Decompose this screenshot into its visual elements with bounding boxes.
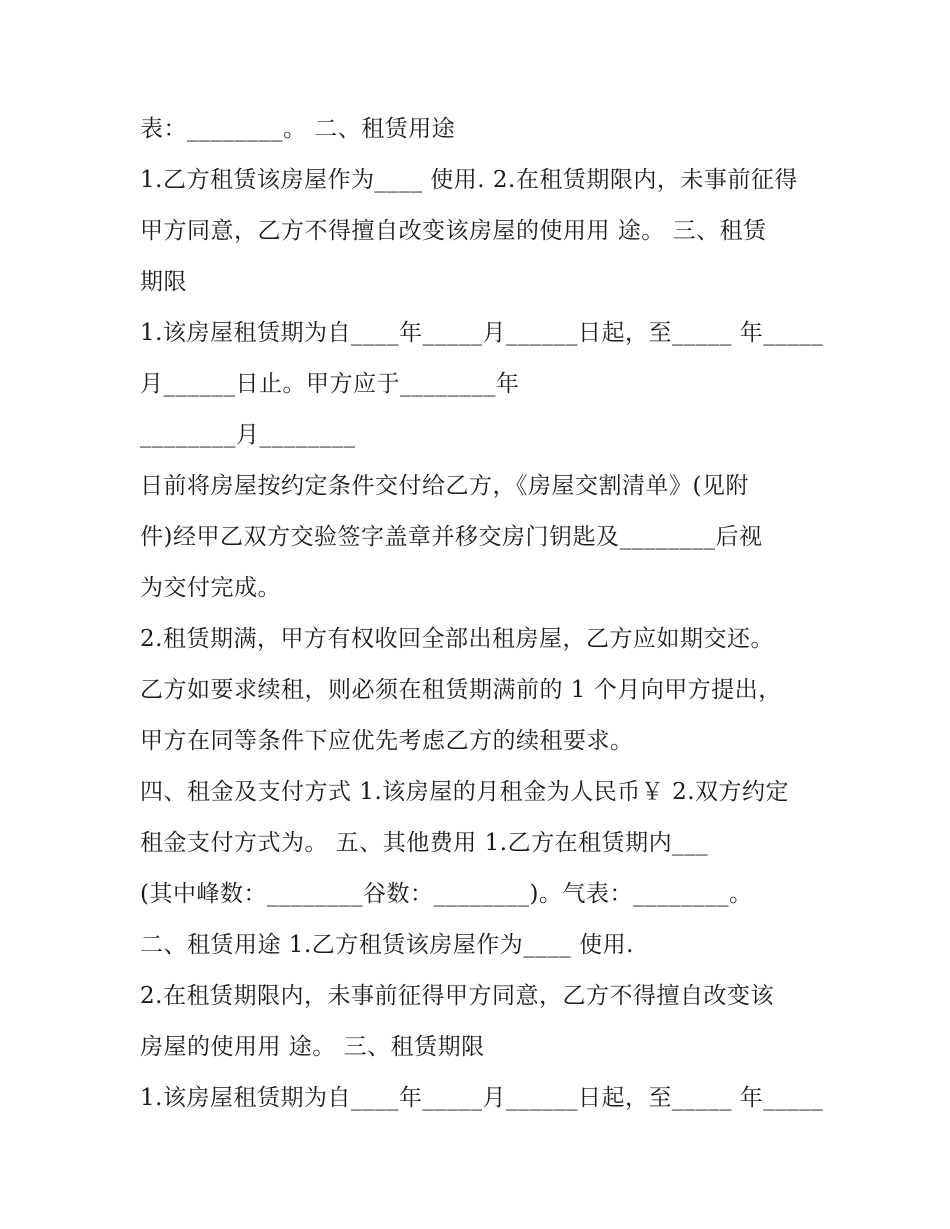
document-line: 2.在租赁期限内，未事前征得甲方同意，乙方不得擅自改变该 <box>140 983 774 1009</box>
document-line: 二、租赁用途 1.乙方租赁该房屋作为____ 使用. <box>140 932 634 958</box>
document-line: 表：________。 二、租赁用途 <box>140 116 456 142</box>
document-line: 1.该房屋租赁期为自____年_____月______日起，至_____ 年_____ <box>140 320 824 346</box>
document-line: 房屋的使用用 途。 三、租赁期限 <box>140 1034 485 1060</box>
document-line: 四、租金及支付方式 1.该房屋的月租金为人民币￥ 2.双方约定 <box>140 779 790 805</box>
document-line: 件)经甲乙双方交验签字盖章并移交房门钥匙及________后视 <box>140 524 763 550</box>
document-line: 为交付完成。 <box>140 575 281 601</box>
document-line: 乙方如要求续租，则必须在租赁期满前的 1 个月向甲方提出， <box>140 677 782 703</box>
document-line: 1.乙方租赁该房屋作为____ 使用. 2.在租赁期限内，未事前征得 <box>140 167 798 193</box>
document-line: 租金支付方式为。 五、其他费用 1.乙方在租赁期内___ <box>140 830 709 856</box>
document-line: (其中峰数：________谷数：________)。气表：________。 <box>140 881 753 907</box>
document-body <box>140 104 824 1124</box>
document-line: 月______日止。甲方应于________年 <box>140 371 520 397</box>
document-line: 甲方同意，乙方不得擅自改变该房屋的使用用 途。 三、租赁 <box>140 218 767 244</box>
document-line: ________月________ <box>140 422 356 448</box>
document-line: 甲方在同等条件下应优先考虑乙方的续租要求。 <box>140 728 634 754</box>
document-line: 1.该房屋租赁期为自____年_____月______日起，至_____ 年_____ <box>140 1085 824 1111</box>
document-line: 日前将房屋按约定条件交付给乙方，《房屋交割清单》(见附 <box>140 473 749 499</box>
document-line: 2.租赁期满，甲方有权收回全部出租房屋，乙方应如期交还。 <box>140 626 774 652</box>
document-line: 期限 <box>140 269 187 295</box>
